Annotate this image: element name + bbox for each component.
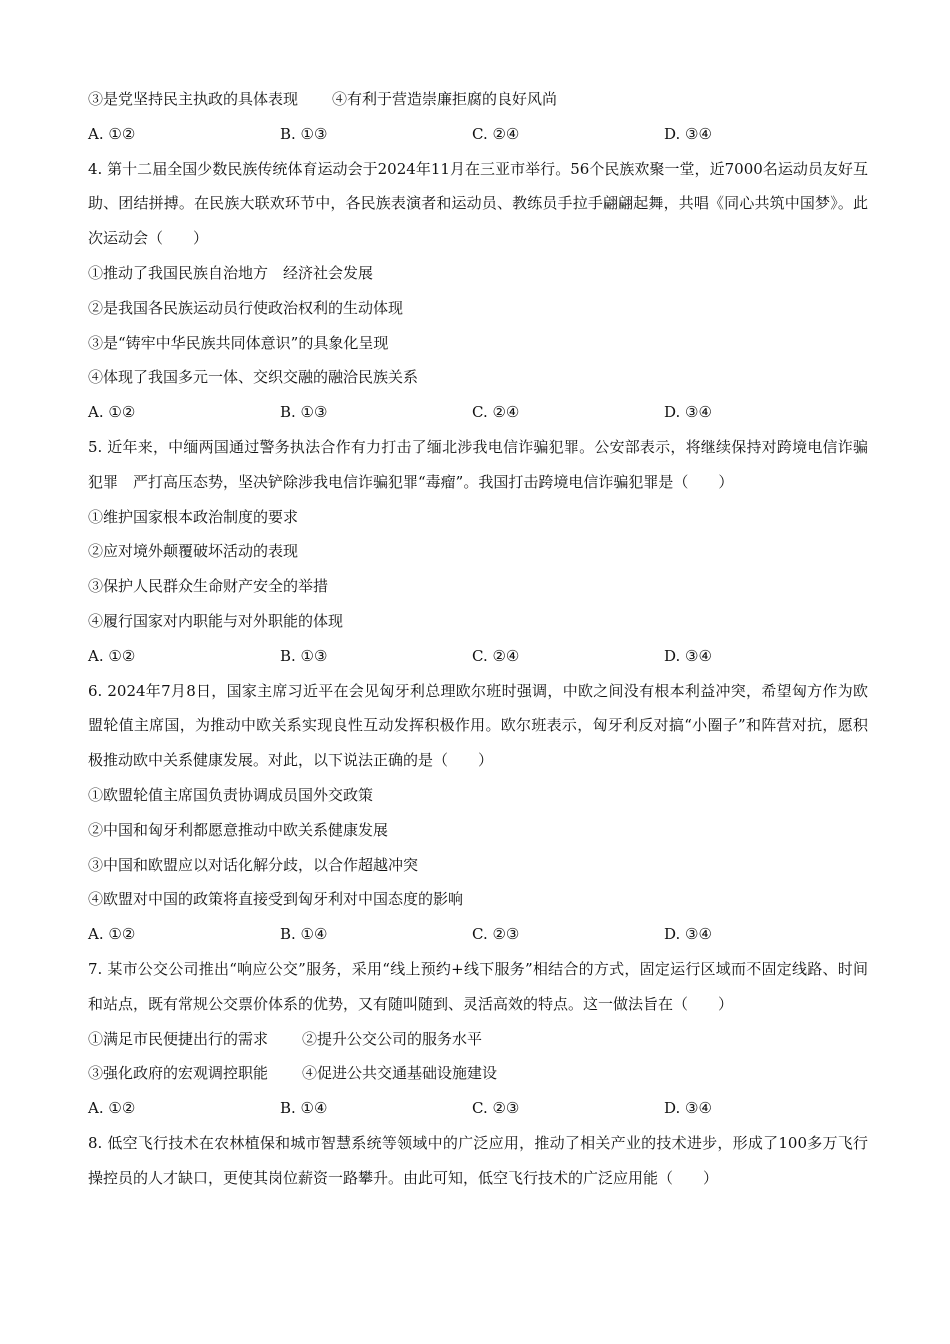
- q7-stem: 7. 某市公交公司推出“响应公交”服务，采用“线上预约+线下服务”相结合的方式，固定运行区域而不固定线路、时间和站点，既有常规公交票价体系的优势，又有随叫随到、灵活高效的特点。这一做法旨在（ ）: [88, 959, 868, 1013]
- q4-option-d[interactable]: D. ③④: [664, 403, 712, 422]
- q5-option-d[interactable]: D. ③④: [664, 646, 712, 665]
- q5-statement-3: ③保护人民群众生命财产安全的举措: [88, 577, 329, 596]
- q5-option-b[interactable]: B. ①③: [280, 646, 328, 665]
- q6-statement-3: ③中国和欧盟应以对话化解分歧，以合作超越冲突: [88, 855, 419, 874]
- q7-options: [88, 1091, 868, 1126]
- q7-option-b[interactable]: B. ①④: [280, 1099, 328, 1118]
- q4-statement-1: ①推动了我国民族自治地方 经济社会发展: [88, 263, 374, 282]
- q7-statement-2: ②提升公交公司的服务水平: [302, 1029, 483, 1048]
- q6-stem: 6. 2024年7月8日，国家主席习近平在会见匈牙利总理欧尔班时强调，中欧之间没有根本利益冲突，希望匈方作为欧盟轮值主席国，为推动中欧关系实现良性互动发挥积极作用。欧尔班表示，匈牙利反对搞“小圈子”和阵营对抗，愿积极推动欧中关系健康发展。对此，以下说法正确的是（ ）: [88, 681, 868, 770]
- q3-option-d[interactable]: D. ③④: [664, 124, 712, 143]
- q4-statement-2: ②是我国各民族运动员行使政治权利的生动体现: [88, 298, 404, 317]
- q5-option-c[interactable]: C. ②④: [472, 646, 520, 665]
- q7-statement-1: ①满足市民便捷出行的需求: [88, 1029, 269, 1048]
- q6-statement-4: ④欧盟对中国的政策将直接受到匈牙利对中国态度的影响: [88, 890, 464, 909]
- q3-statement-3: ③是党坚持民主执政的具体表现: [88, 90, 299, 108]
- q4-option-c[interactable]: C. ②④: [472, 403, 520, 422]
- q3-statement-4: ④有利于营造崇廉拒腐的良好风尚: [332, 90, 558, 108]
- q3-statements-line: [88, 82, 868, 117]
- q6-statement-1: ①欧盟轮值主席国负责协调成员国外交政策: [88, 785, 374, 804]
- q7-option-d[interactable]: D. ③④: [664, 1099, 712, 1118]
- q6-option-b[interactable]: B. ①④: [280, 925, 328, 944]
- q4-stem: 4. 第十二届全国少数民族传统体育运动会于2024年11月在三亚市举行。56个民族欢聚一堂，近7000名运动员友好互助、团结拼搏。在民族大联欢环节中，各民族表演者和运动员、教练员手拉手翩翩起舞，共唱《同心共筑中国梦》。此次运动会（ ）: [88, 159, 868, 248]
- q7-statement-3: ③强化政府的宏观调控职能: [88, 1064, 269, 1083]
- q6-options: [88, 917, 868, 952]
- q4-statement-3: ③是“铸牢中华民族共同体意识”的具象化呈现: [88, 333, 389, 352]
- q3-option-b[interactable]: B. ①③: [280, 124, 328, 143]
- q5-statement-4: ④履行国家对内职能与对外职能的体现: [88, 611, 344, 630]
- q7-option-a[interactable]: A. ①②: [88, 1099, 136, 1118]
- q6-option-a[interactable]: A. ①②: [88, 925, 136, 944]
- q7-statements-line-2: [88, 1056, 868, 1091]
- q8-stem: 8. 低空飞行技术在农林植保和城市智慧系统等领域中的广泛应用，推动了相关产业的技术进步，形成了100多万飞行操控员的人才缺口，更使其岗位薪资一路攀升。由此可知，低空飞行技术的广泛应用能（ ）: [88, 1133, 868, 1187]
- q5-stem: 5. 近年来，中缅两国通过警务执法合作有力打击了缅北涉我电信诈骗犯罪。公安部表示，将继续保持对跨境电信诈骗犯罪 严打高压态势，坚决铲除涉我电信诈骗犯罪“毒瘤”。我国打击跨境电信诈骗犯罪是（ ）: [88, 437, 868, 491]
- q5-statement-2: ②应对境外颠覆破坏活动的表现: [88, 542, 299, 561]
- q4-statement-4: ④体现了我国多元一体、交织交融的融洽民族关系: [88, 368, 419, 387]
- q3-options: [88, 117, 868, 152]
- q3-option-a[interactable]: A. ①②: [88, 124, 136, 143]
- q5-options: [88, 639, 868, 674]
- q5-statement-1: ①维护国家根本政治制度的要求: [88, 507, 299, 526]
- q4-option-b[interactable]: B. ①③: [280, 403, 328, 422]
- q6-option-d[interactable]: D. ③④: [664, 925, 712, 944]
- q4-options: [88, 395, 868, 430]
- q4-option-a[interactable]: A. ①②: [88, 403, 136, 422]
- q5-option-a[interactable]: A. ①②: [88, 646, 136, 665]
- q7-statements-line-1: [88, 1022, 868, 1057]
- q7-option-c[interactable]: C. ②③: [472, 1099, 520, 1118]
- q6-option-c[interactable]: C. ②③: [472, 925, 520, 944]
- q3-option-c[interactable]: C. ②④: [472, 124, 520, 143]
- exam-page: [88, 82, 868, 1196]
- q6-statement-2: ②中国和匈牙利都愿意推动中欧关系健康发展: [88, 820, 389, 839]
- q7-statement-4: ④促进公共交通基础设施建设: [302, 1064, 498, 1083]
